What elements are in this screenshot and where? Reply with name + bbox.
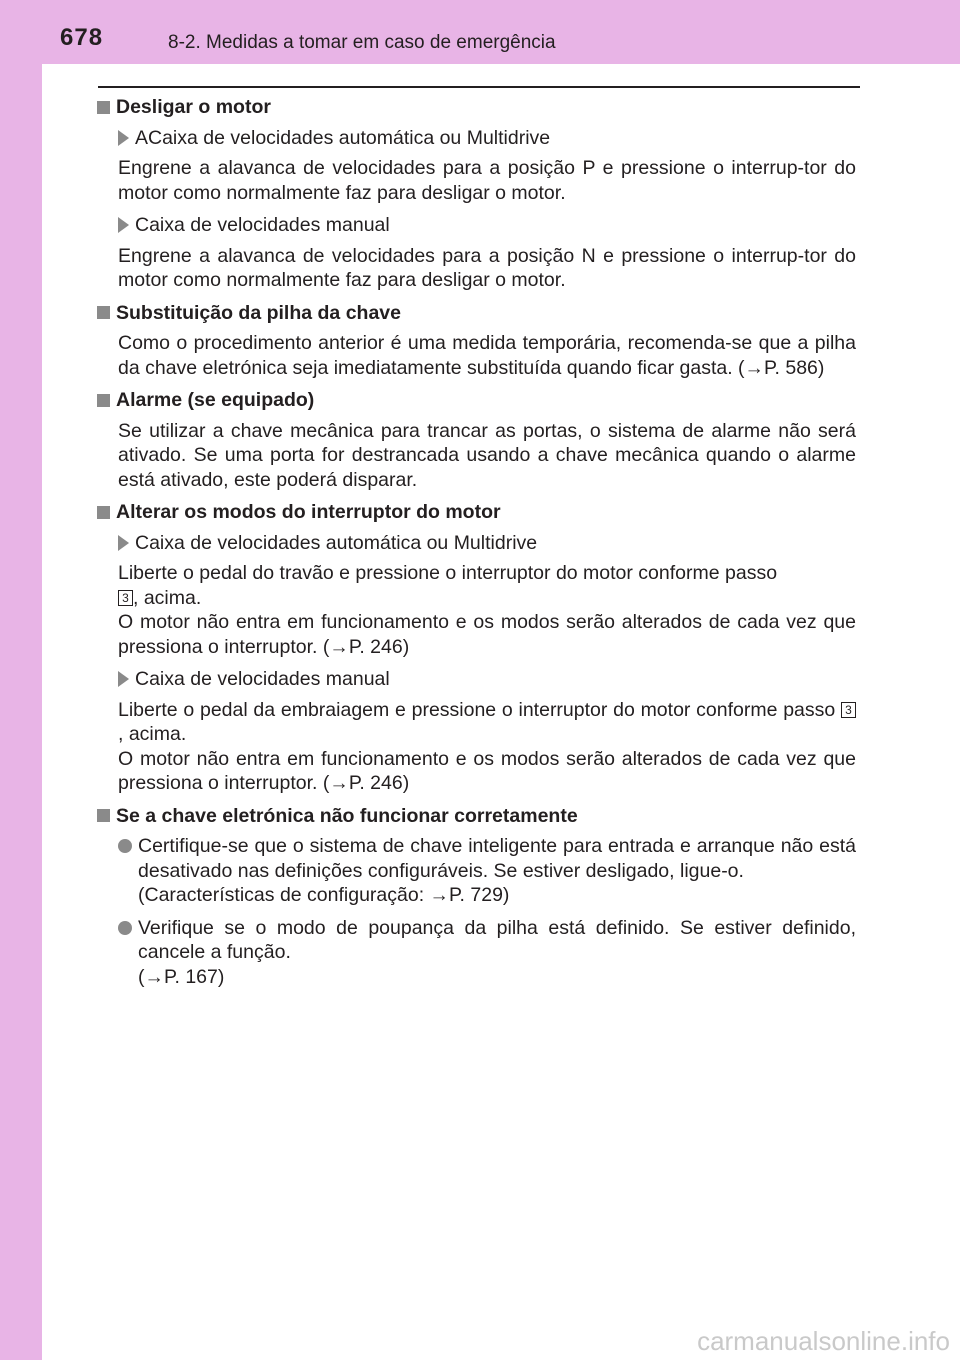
list-item-reference: (Características de configuração: →P. 729) [138,884,510,906]
subheading [118,531,856,556]
list-item-reference: (→P. 167) [138,965,225,988]
subheading [118,667,856,692]
square-bullet-icon [97,306,110,319]
paragraph-text: Liberte o pedal do travão e pressione o interruptor do motor conforme passo [118,562,778,584]
list-item [118,916,856,990]
step-number-badge: 3 [841,702,856,718]
triangle-bullet-icon [118,535,129,551]
paragraph: Engrene a alavanca de velocidades para a posição N e pressione o interrup-tor do motor como normalmente faz para desligar o motor. [118,244,856,291]
paragraph: Se utilizar a chave mecânica para trancar as portas, o sistema de alarme não será ativado. Se uma porta for destrancada usando a chave mecânica quando o alarme está ativado, este poderá disparar. [118,419,856,491]
paragraph: Como o procedimento anterior é uma medida temporária, recomenda-se que a pilha da chave eletrónica seja imediatamente substituída quando ficar gasta. (→P. 586) [118,332,856,379]
section-substituicao-pilha [96,301,856,381]
side-color-band [0,0,42,1360]
step-number-badge: 3 [118,590,133,606]
section-title: 8-2. Medidas a tomar em caso de emergência [168,32,556,53]
paragraph: Engrene a alavanca de velocidades para a posição P e pressione o interrup-tor do motor como normalmente faz para desligar o motor. [118,157,856,204]
paragraph-text: O motor não entra em funcionamento e os modos serão alterados de cada vez que pressiona o interruptor. (→P. 246) [118,611,856,658]
section-heading [96,500,856,525]
section-heading [96,804,856,829]
list-item-text: Certifique-se que o sistema de chave inteligente para entrada e arranque não está desativado nas definições configuráveis. Se estiver desligado, ligue-o. [138,835,856,882]
square-bullet-icon [97,809,110,822]
heading-text: Alarme (se equipado) [116,389,315,411]
header-rule [98,86,860,88]
section-alarme [96,388,856,492]
heading-text: Substituição da pilha da chave [116,301,401,324]
triangle-bullet-icon [118,671,129,687]
circle-bullet-icon [118,839,132,853]
square-bullet-icon [97,101,110,114]
triangle-bullet-icon [118,130,129,146]
paragraph [118,561,856,659]
triangle-bullet-icon [118,217,129,233]
section-alterar-modos [96,500,856,796]
square-bullet-icon [97,506,110,519]
section-desligar-motor [96,95,856,293]
subheading-text: Caixa de velocidades manual [135,214,390,236]
circle-bullet-icon [118,921,132,935]
subheading [118,213,856,238]
list-item [118,834,856,908]
page-content [96,95,856,997]
page-number: 678 [60,24,104,51]
square-bullet-icon [97,394,110,407]
section-heading [96,388,856,413]
paragraph-text: , acima. [118,723,187,745]
paragraph [118,698,856,796]
subheading-text: Caixa de velocidades automática ou Multidrive [135,531,538,554]
section-heading [96,301,856,326]
paragraph-text: O motor não entra em funcionamento e os modos serão alterados de cada vez que pressiona o interruptor. (→P. 246) [118,747,856,794]
section-heading [96,95,856,120]
subheading [118,126,856,151]
paragraph-text: Liberte o pedal da embraiagem e pressione o interruptor do motor conforme passo [118,698,836,721]
list-item-text: Verifique se o modo de poupança da pilha está definido. Se estiver definido, cancele a função. [138,916,856,963]
watermark: carmanualsonline.info [697,1326,950,1356]
heading-text: Se a chave eletrónica não funcionar corretamente [116,804,578,827]
heading-text: Desligar o motor [116,96,271,118]
paragraph-text: , acima. [133,586,202,609]
subheading-text: ACaixa de velocidades automática ou Multidrive [135,126,551,149]
section-chave-eletronica [96,804,856,990]
heading-text: Alterar os modos do interruptor do motor [116,501,501,523]
subheading-text: Caixa de velocidades manual [135,668,390,690]
